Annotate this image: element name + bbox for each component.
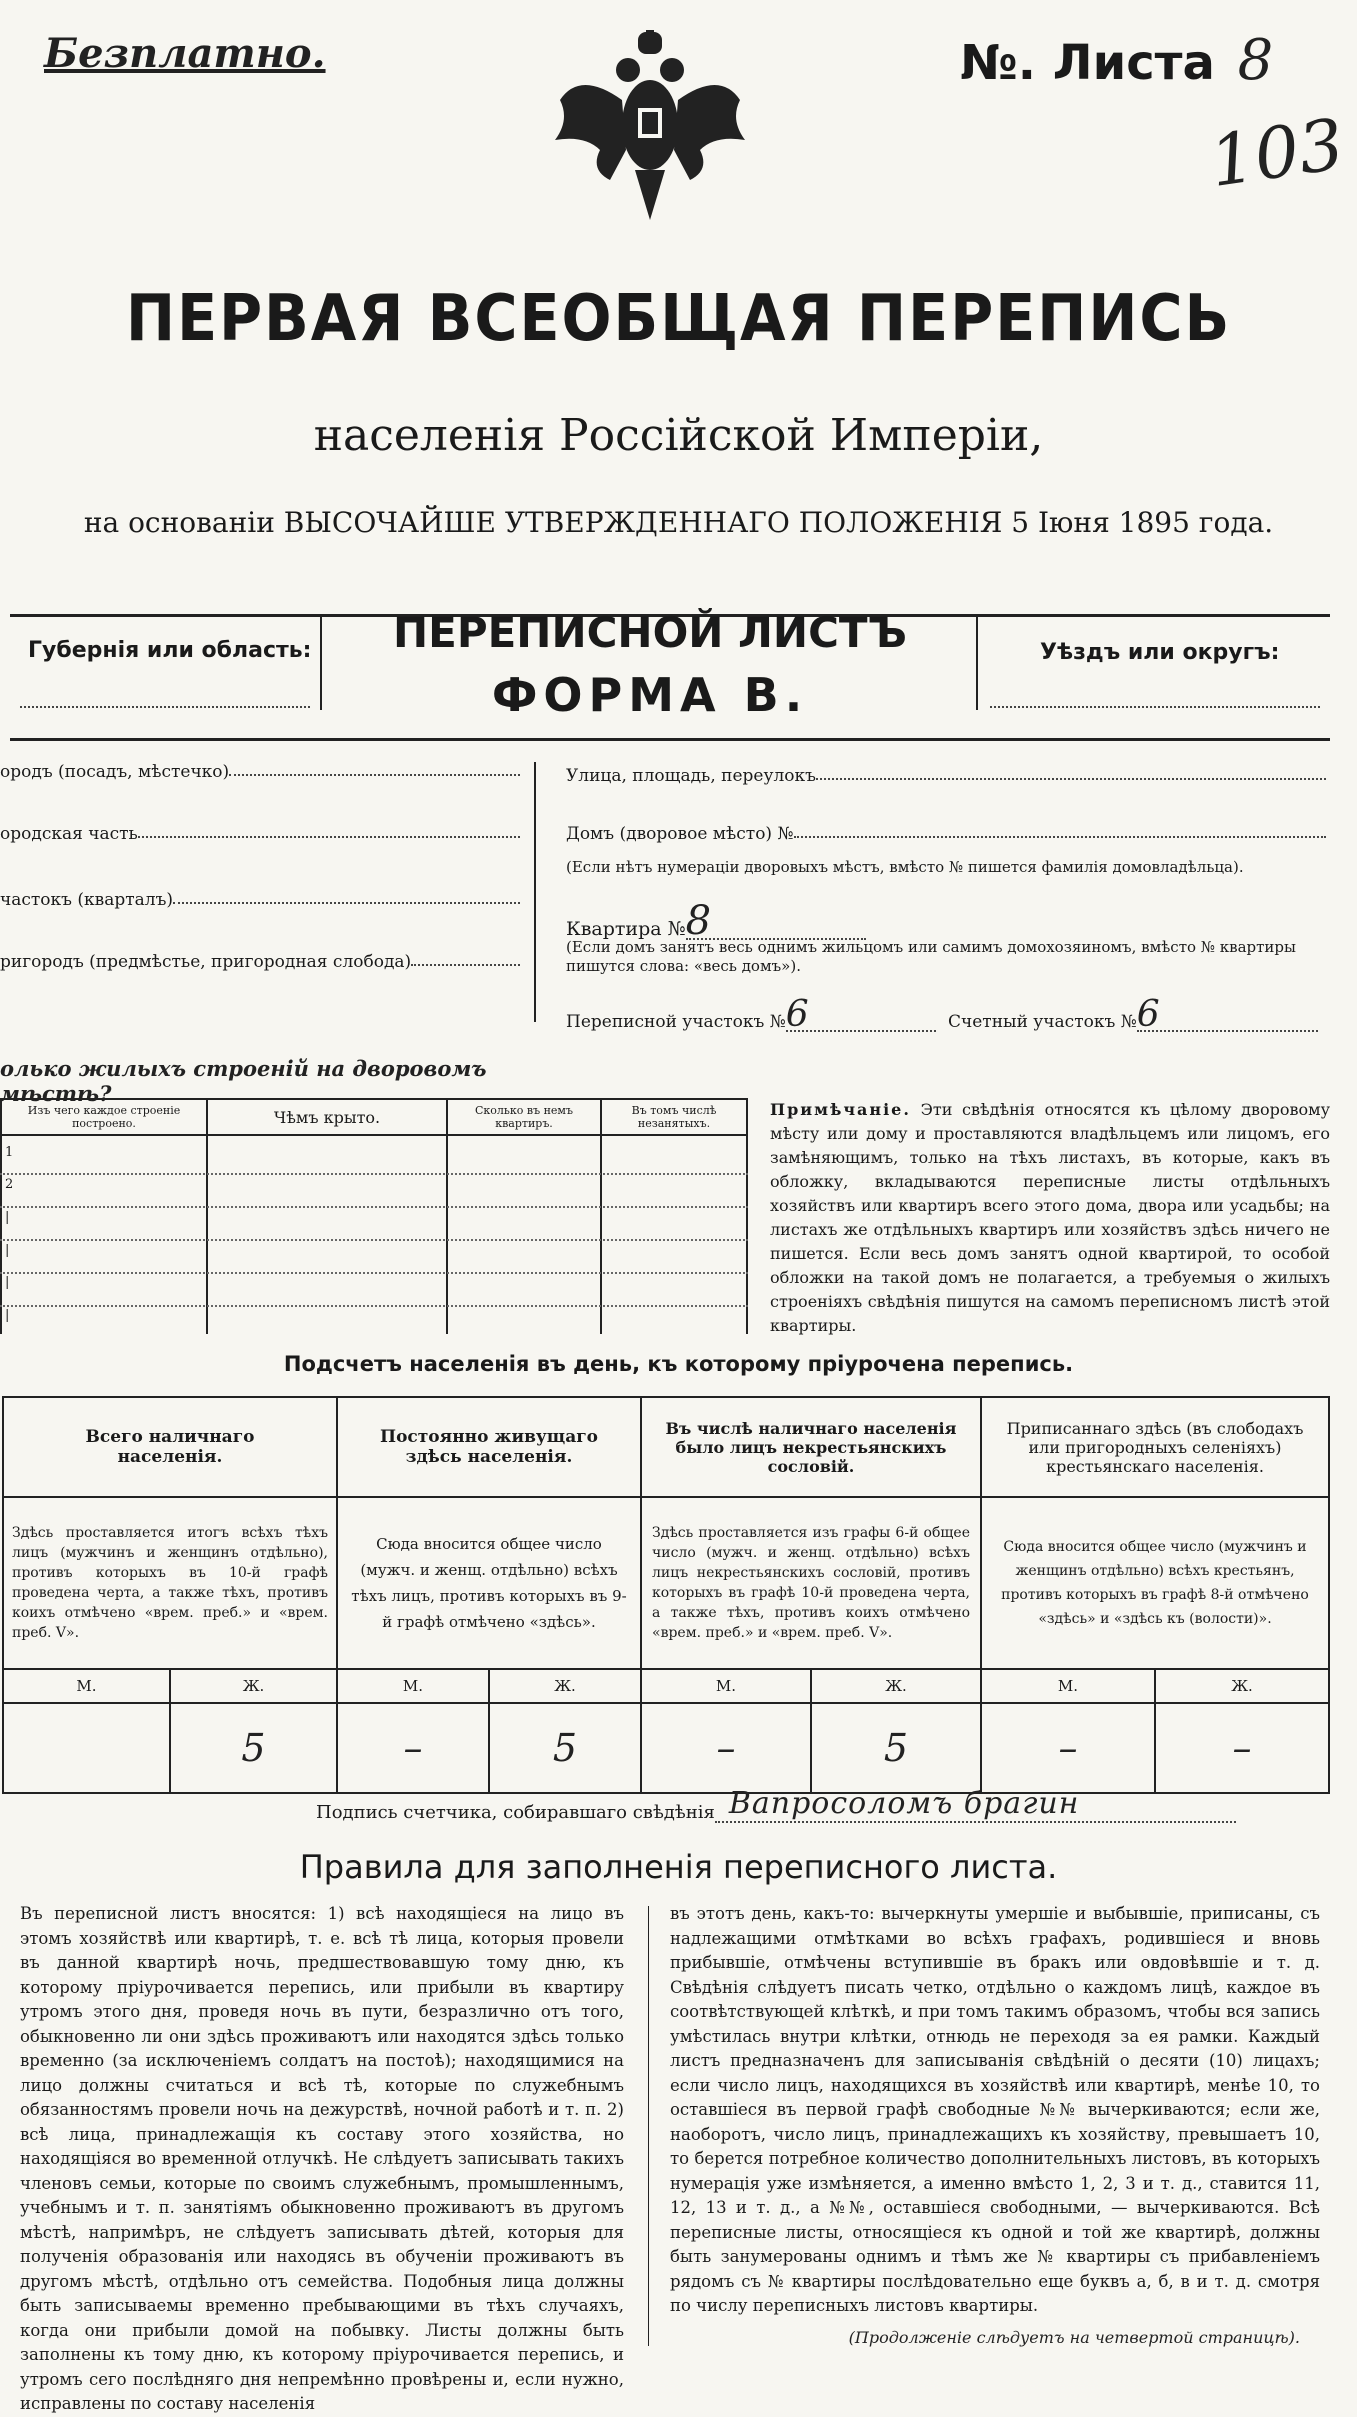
buildings-header-apartments: Сколько въ немъ квартиръ. — [447, 1099, 601, 1135]
note-heading: Примѣчаніе. — [770, 1100, 911, 1119]
street-input[interactable] — [816, 766, 1326, 780]
street-field[interactable] — [566, 766, 1326, 786]
sheet-number-handwritten: 103 — [1204, 103, 1349, 203]
apartment-label: Квартира № — [566, 918, 686, 940]
district-input[interactable] — [173, 890, 520, 904]
free-label: Безплатно. — [44, 30, 326, 77]
city-field[interactable] — [0, 762, 520, 782]
sheet-number-label: №. Листа — [960, 35, 1215, 91]
house-input[interactable] — [794, 824, 1326, 838]
uezd-label: Уѣздъ или округъ: — [1040, 640, 1280, 665]
note-text — [770, 1098, 1330, 1338]
count-district-value[interactable]: 6 — [1137, 1000, 1318, 1032]
pop-desc-permanent: Сюда вносится общее число (мужч. и женщ. отдѣльно) всѣхъ тѣхъ лицъ, противъ которыхъ въ 9-й графѣ отмѣчено «здѣсь». — [337, 1497, 641, 1669]
city-part-label: ородская часть — [0, 824, 138, 844]
suburb-field[interactable] — [0, 952, 520, 972]
population-title: Подсчетъ населенія въ день, къ которому пріурочена перепись. — [283, 1352, 1074, 1376]
total-female-cell[interactable]: 5 — [170, 1703, 337, 1793]
signature-line[interactable] — [316, 1786, 1236, 1823]
divider — [534, 762, 536, 1022]
gubernia-label: Губернія или область: — [28, 638, 312, 663]
apartment-field[interactable] — [566, 898, 866, 944]
page-subtitle: населенія Россійской Имперіи, — [313, 410, 1044, 461]
legal-basis: на основаніи ВЫСОЧАЙШЕ УТВЕРЖДЕННАГО ПОЛОЖЕНІЯ 5 Іюня 1895 года. — [83, 506, 1274, 539]
sex-label-m: М. — [3, 1669, 170, 1703]
city-label: ородъ (посадъ, мѣстечко) — [0, 762, 230, 782]
permanent-male-cell[interactable]: – — [337, 1703, 489, 1793]
signature-value[interactable]: Вапросоломъ брагин — [715, 1786, 1236, 1823]
peasant-female-cell[interactable]: – — [1155, 1703, 1329, 1793]
pop-desc-nonpeasant: Здѣсь проставляется изъ графы 6-й общее число (мужч. и женщ. отдѣльно) всѣхъ лицъ некрестьянскихъ сословій, противъ которыхъ въ графѣ 10-й проведена черта, а также тѣхъ, противъ коихъ отмѣчено «врем. преб.» и «врем. преб. V». — [641, 1497, 981, 1669]
pop-head-peasant: Приписаннаго здѣсь (въ слободахъ или пригородныхъ селеніяхъ) крестьянскаго населенія. — [981, 1397, 1329, 1497]
buildings-table-rules — [0, 1142, 748, 1332]
census-district-label: Переписной участокъ № — [566, 1012, 786, 1032]
apartment-value[interactable]: 8 — [686, 904, 866, 940]
sex-label-f: Ж. — [489, 1669, 641, 1703]
district-field[interactable] — [0, 890, 520, 910]
city-part-input[interactable] — [138, 824, 520, 838]
apartment-note: (Если домъ занятъ весь однимъ жильцомъ или самимъ домохозяиномъ, вмѣсто № квартиры пишутся слова: «весь домъ»). — [566, 938, 1296, 975]
house-field[interactable] — [566, 824, 1326, 844]
sex-label-m: М. — [337, 1669, 489, 1703]
sex-label-m: М. — [641, 1669, 811, 1703]
count-district-field[interactable] — [948, 994, 1318, 1035]
uezd-field[interactable] — [990, 706, 1320, 708]
census-district-value[interactable]: 6 — [786, 1000, 936, 1032]
divider — [648, 1906, 649, 2346]
district-label: частокъ (кварталъ) — [0, 890, 174, 910]
nonpeasant-male-cell[interactable]: – — [641, 1703, 811, 1793]
sheet-number — [960, 28, 1273, 93]
page-title: ПЕРВАЯ ВСЕОБЩАЯ ПЕРЕПИСЬ — [125, 282, 1232, 356]
sex-label-f: Ж. — [811, 1669, 981, 1703]
row-mark: 1 — [5, 1144, 14, 1160]
peasant-male-cell[interactable]: – — [981, 1703, 1155, 1793]
rules-right-column: въ этотъ день, какъ-то: вычеркнуты умершіе и выбывшіе, приписаны, съ надлежащими отмѣтками во всѣхъ графахъ, родившіеся и вновь прибывшіе, отмѣчены вступившіе въ бракъ или овдовѣвшіе и т. д. Свѣдѣнія слѣдуетъ писать четко, отдѣльно о каждомъ лицѣ, каждое въ соотвѣтствующей клѣткѣ, и при томъ такимъ образомъ, чтобы вся запись умѣстилась внутри клѣтки, отнюдь не переходя за ея рамки. Каждый листъ предназначенъ для записыванія свѣдѣній о десяти (10) лицахъ; если число лицъ, находящихся въ хозяйствѣ или квартирѣ, менѣе 10, то оставшіеся въ первой графѣ свободные №№ вычеркиваются; если же, наоборотъ, число лицъ, принадлежащихъ къ хозяйству, превышаетъ 10, то берется потребное количество дополнительныхъ листовъ, въ которыхъ нумерація уже измѣняется, а именно вмѣсто 1, 2, 3 и т. д., ставится 11, 12, 13 и т. д., а №№, оставшіеся свободными, — вычеркиваются. Всѣ переписные листы, относящіеся къ одной и той же квартирѣ, должны быть занумерованы однимъ и тѣмъ же № квартиры съ прибавленіемъ рядомъ съ № квартиры послѣдовательно еще буквъ а, б, в и т. д. смотря по числу переписныхъ листовъ квартиры. — [670, 1904, 1320, 2315]
house-note: (Если нѣтъ нумераціи дворовыхъ мѣстъ, вмѣсто № пишется фамилія домовладѣльца). — [566, 858, 1244, 876]
buildings-header-roof: Чѣмъ крыто. — [207, 1099, 447, 1135]
nonpeasant-female-cell[interactable]: 5 — [811, 1703, 981, 1793]
sex-label-f: Ж. — [170, 1669, 337, 1703]
signature-label: Подпись счетчика, собиравшаго свѣдѣнія — [316, 1802, 715, 1823]
divider — [320, 614, 322, 710]
double-headed-eagle-icon — [540, 30, 760, 230]
count-district-label: Счетный участокъ № — [948, 1012, 1137, 1032]
sheet-title: ПЕРЕПИСНОЙ ЛИСТЪ — [392, 608, 908, 657]
pop-head-permanent: Постоянно живущаго здѣсь населенія. — [337, 1397, 641, 1497]
row-mark: | — [5, 1242, 10, 1258]
pop-head-total: Всего наличнаго населенія. — [3, 1397, 337, 1497]
permanent-female-cell[interactable]: 5 — [489, 1703, 641, 1793]
row-mark: | — [5, 1210, 10, 1226]
buildings-header-material: Изъ чего каждое строеніе построено. — [1, 1099, 207, 1135]
total-male-cell[interactable] — [3, 1703, 170, 1793]
row-mark: | — [5, 1275, 10, 1291]
row-mark: | — [5, 1308, 10, 1324]
city-input[interactable] — [229, 762, 520, 776]
city-part-field[interactable] — [0, 824, 520, 844]
buildings-header-vacant: Въ томъ числѣ незанятыхъ. — [601, 1099, 747, 1135]
rules-continued: (Продолженіе слѣдуетъ на четвертой страницѣ). — [848, 2328, 1300, 2347]
pop-desc-peasant: Сюда вносится общее число (мужчинъ и женщинъ отдѣльно) всѣхъ крестьянъ, противъ которыхъ въ графѣ 8-й отмѣчено «здѣсь» и «здѣсь къ (волости)». — [981, 1497, 1329, 1669]
rules-title: Правила для заполненія переписного листа. — [299, 1848, 1058, 1886]
suburb-label: ригородъ (предмѣстье, пригородная слобода) — [0, 952, 412, 972]
divider — [10, 738, 1330, 741]
rules-left-column: Въ переписной листъ вносятся: 1) всѣ находящіеся на лицо въ этомъ хозяйствѣ или квартирѣ, т. е. всѣ тѣ лица, которыя провели въ данной квартирѣ ночь, предшествовавшую тому дню, къ которому пріурочивается перепись, или прибыли въ квартиру утромъ этого дня, проведя ночь въ пути, безразлично отъ того, обыкновенно ли они здѣсь проживаютъ или находятся здѣсь только временно (за исключеніемъ солдатъ на постоѣ); находящимися на лицо должны считаться и всѣ тѣ, которые по служебнымъ обязанностямъ провели ночь на дежурствѣ, ночной работѣ и т. п. 2) всѣ лица, принадлежащія къ составу этого хозяйства, но находящіяся во временной отлучкѣ. Не слѣдуетъ записывать такихъ членовъ семьи, которые по своимъ служебнымъ, промышленнымъ, учебнымъ и т. п. занятіямъ обыкновенно проживаютъ въ другомъ мѣстѣ, напримѣръ, не слѣдуетъ записывать дѣтей, которыя для полученія образованія или находясь въ обученіи проживаютъ въ другомъ мѣстѣ, отдѣльно отъ семейства. Подобныя лица должны быть записываемы временно пребывающими въ тѣхъ случаяхъ, когда они прибыли домой на побывку. Листы должны быть заполнены къ тому дню, къ которому пріурочивается перепись, и утромъ сего послѣдняго дня непремѣнно провѣрены и, если нужно, исправлены по составу населенія — [20, 1904, 624, 2413]
row-mark: 2 — [5, 1177, 14, 1193]
form-name: ФОРМА В. — [491, 668, 809, 722]
house-label: Домъ (дворовое мѣсто) № — [566, 824, 794, 844]
sex-label-m: М. — [981, 1669, 1155, 1703]
divider — [976, 614, 978, 710]
suburb-input[interactable] — [411, 952, 520, 966]
sex-label-f: Ж. — [1155, 1669, 1329, 1703]
buildings-question-label: олько жилыхъ строеній на дворовомъ мѣстѣ? — [0, 1056, 487, 1106]
population-table — [2, 1396, 1330, 1794]
gubernia-field[interactable] — [20, 706, 310, 708]
sheet-number-value: 8 — [1237, 28, 1274, 93]
note-body: Эти свѣдѣнія относятся къ цѣлому дворовому мѣсту или дому и проставляются владѣльцемъ или лицомъ, его замѣняющимъ, только на тѣхъ листахъ, въ которые, какъ въ обложку, вкладываются переписные листы отдѣльныхъ хозяйствъ или квартиръ всего этого дома, двора или усадьбы; на листахъ же отдѣльныхъ квартиръ или хозяйствъ здѣсь ничего не пишется. Если весь домъ занятъ одной квартирой, то особой обложки на такой домъ не полагается, а требуемыя о жилыхъ строеніяхъ свѣдѣнія пишутся на самомъ переписномъ листѣ этой квартиры. — [770, 1100, 1330, 1335]
street-label: Улица, площадь, переулокъ — [566, 766, 816, 786]
census-district-field[interactable] — [566, 994, 936, 1035]
pop-head-nonpeasant: Въ числѣ наличнаго населенія было лицъ некрестьянскихъ сословій. — [641, 1397, 981, 1497]
pop-desc-total: Здѣсь проставляется итогъ всѣхъ тѣхъ лицъ (мужчинъ и женщинъ отдѣльно), противъ которыхъ въ 10-й графѣ проведена черта, а также тѣхъ, противъ коихъ отмѣчено «врем. преб.» и «врем. преб. V». — [3, 1497, 337, 1669]
